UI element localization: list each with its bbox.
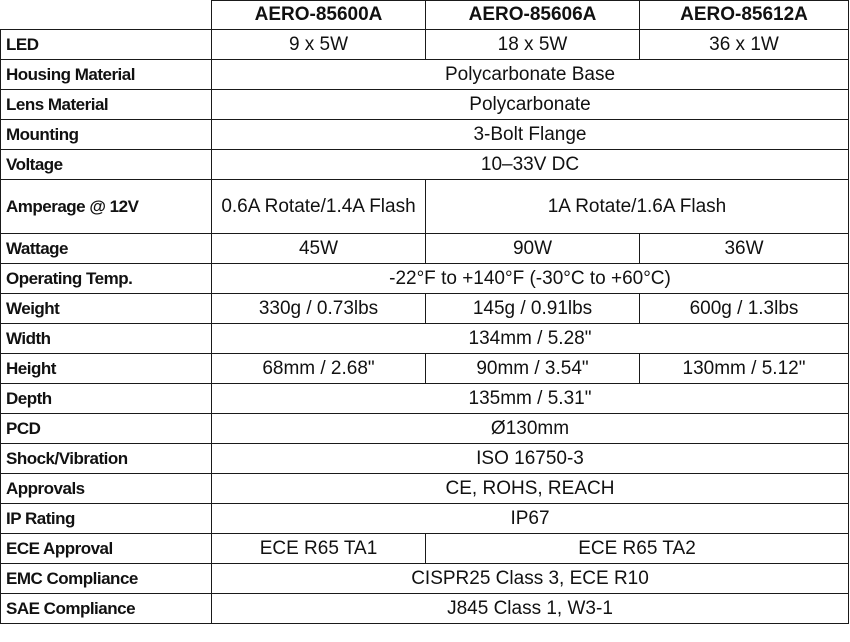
spec-cell: 90mm / 3.54" <box>426 354 640 384</box>
spec-cell: 145g / 0.91lbs <box>426 294 640 324</box>
spec-cell: 45W <box>212 234 426 264</box>
spec-cell: ISO 16750-3 <box>212 444 849 474</box>
spec-row-ip-rating <box>1 504 849 534</box>
spec-cell: -22°F to +140°F (-30°C to +60°C) <box>212 264 849 294</box>
spec-row-mounting <box>1 120 849 150</box>
spec-cell: 18 x 5W <box>426 30 640 60</box>
row-label: IP Rating <box>1 504 212 534</box>
model-header: AERO-85612A <box>640 1 849 30</box>
row-label: Shock/Vibration <box>1 444 212 474</box>
spec-cell: 135mm / 5.31" <box>212 384 849 414</box>
spec-row-shock-vibration <box>1 444 849 474</box>
row-label: ECE Approval <box>1 534 212 564</box>
spec-row-pcd <box>1 414 849 444</box>
spec-cell: 130mm / 5.12" <box>640 354 849 384</box>
spec-cell: 3-Bolt Flange <box>212 120 849 150</box>
row-label: Lens Material <box>1 90 212 120</box>
spec-cell: 9 x 5W <box>212 30 426 60</box>
row-label: Depth <box>1 384 212 414</box>
spec-row-weight <box>1 294 849 324</box>
spec-cell: 10–33V DC <box>212 150 849 180</box>
row-label: Amperage @ 12V <box>1 180 212 234</box>
row-label: Height <box>1 354 212 384</box>
spec-cell: J845 Class 1, W3-1 <box>212 594 849 624</box>
spec-row-housing-material <box>1 60 849 90</box>
spec-cell: 600g / 1.3lbs <box>640 294 849 324</box>
spec-cell: Ø130mm <box>212 414 849 444</box>
spec-row-operating-temp <box>1 264 849 294</box>
spec-cell: 68mm / 2.68" <box>212 354 426 384</box>
spec-row-sae-compliance <box>1 594 849 624</box>
spec-row-led <box>1 30 849 60</box>
spec-cell: 36 x 1W <box>640 30 849 60</box>
model-header: AERO-85600A <box>212 1 426 30</box>
spec-row-voltage <box>1 150 849 180</box>
spec-row-depth <box>1 384 849 414</box>
spec-cell: 36W <box>640 234 849 264</box>
spec-cell: 1A Rotate/1.6A Flash <box>426 180 849 234</box>
spec-row-wattage <box>1 234 849 264</box>
spec-cell: Polycarbonate Base <box>212 60 849 90</box>
spec-row-width <box>1 324 849 354</box>
spec-cell: CE, ROHS, REACH <box>212 474 849 504</box>
spec-row-emc-compliance <box>1 564 849 594</box>
row-label: Width <box>1 324 212 354</box>
spec-row-amperage <box>1 180 849 234</box>
spec-row-approvals <box>1 474 849 504</box>
spec-row-lens-material <box>1 90 849 120</box>
row-label: SAE Compliance <box>1 594 212 624</box>
row-label: Wattage <box>1 234 212 264</box>
spec-cell: IP67 <box>212 504 849 534</box>
spec-cell: ECE R65 TA1 <box>212 534 426 564</box>
spec-cell: ECE R65 TA2 <box>426 534 849 564</box>
row-label: EMC Compliance <box>1 564 212 594</box>
spec-cell: 134mm / 5.28" <box>212 324 849 354</box>
row-label: Operating Temp. <box>1 264 212 294</box>
row-label: PCD <box>1 414 212 444</box>
header-row <box>1 1 849 30</box>
spec-cell: CISPR25 Class 3, ECE R10 <box>212 564 849 594</box>
corner-cell <box>1 1 212 30</box>
spec-cell: 330g / 0.73lbs <box>212 294 426 324</box>
row-label: Approvals <box>1 474 212 504</box>
row-label: Voltage <box>1 150 212 180</box>
row-label: LED <box>1 30 212 60</box>
row-label: Housing Material <box>1 60 212 90</box>
spec-cell: 0.6A Rotate/1.4A Flash <box>212 180 426 234</box>
spec-cell: Polycarbonate <box>212 90 849 120</box>
spec-row-height <box>1 354 849 384</box>
row-label: Weight <box>1 294 212 324</box>
row-label: Mounting <box>1 120 212 150</box>
spec-row-ece-approval <box>1 534 849 564</box>
model-header: AERO-85606A <box>426 1 640 30</box>
spec-cell: 90W <box>426 234 640 264</box>
